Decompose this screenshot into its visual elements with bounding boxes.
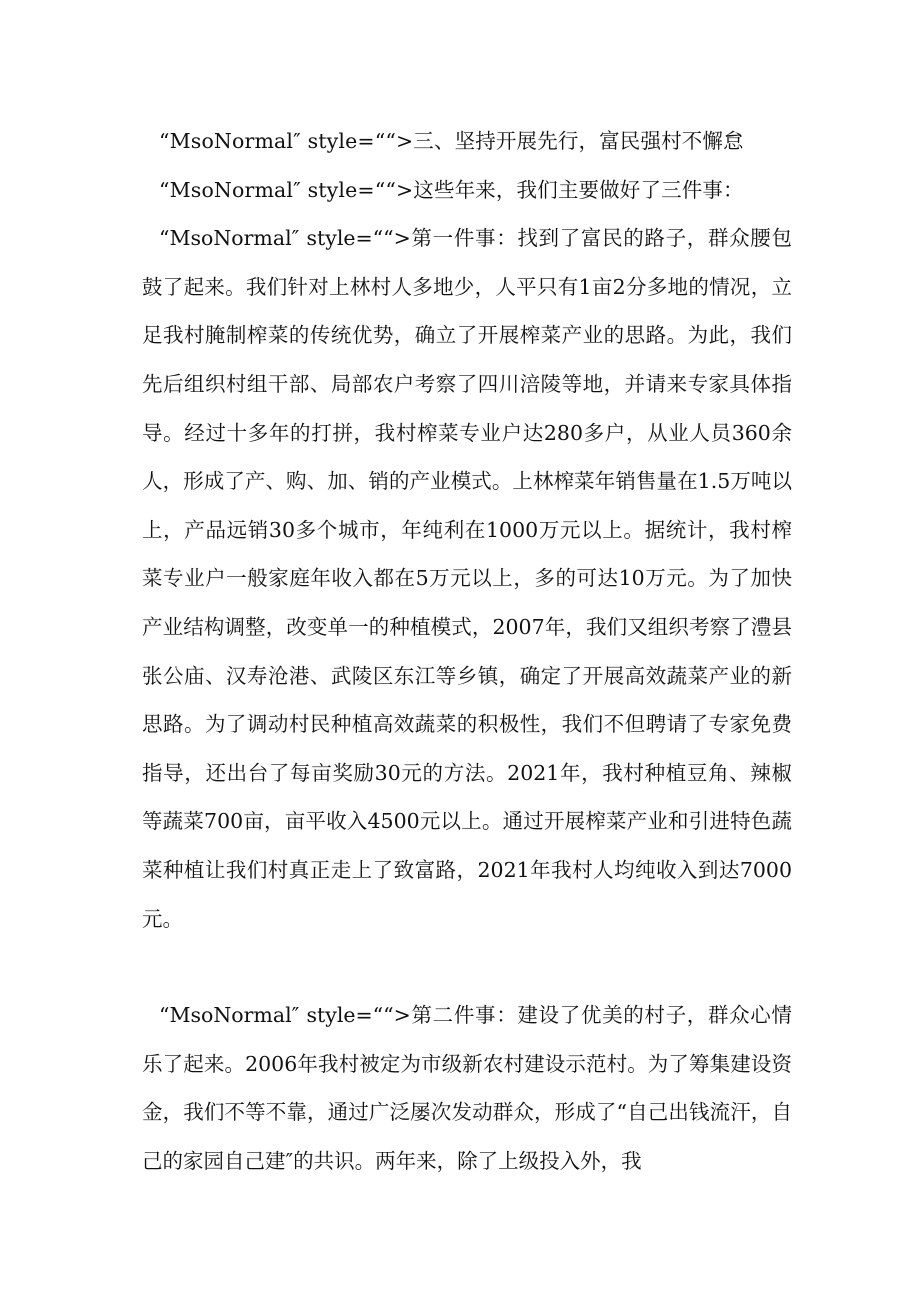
section-heading: “MsoNormal″ style=““>三、坚持开展先行，富民强村不懈怠 xyxy=(159,129,744,153)
document-body xyxy=(142,117,792,1185)
paragraph-spacer xyxy=(142,943,792,991)
intro-paragraph: “MsoNormal″ style=““>这些年来，我们主要做好了三件事： xyxy=(159,177,744,202)
paragraph-first-task: “MsoNormal″ style=““>第一件事：找到了富民的路子，群众腰包鼓了起来。我们针对上林村人多地少，人平只有1亩2分多地的情况，立足我村腌制榨菜的传统优势，确立了开展榨菜产业的思路。为此，我们先后组织村组干部、局部农户考察了四川涪陵等地，并请来专家具体指导。经过十多年的打拼，我村榨菜专业户达280多户，从业人员360余人，形成了产、购、加、销的产业模式。上林榨菜年销售量在1.5万吨以上，产品远销30多个城市，年纯利在1000万元以上。据统计，我村榨菜专业户一般家庭年收入都在5万元以上，多的可达10万元。为了加快产业结构调整，改变单一的种植模式，2007年，我们又组织考察了澧县张公庙、汉寿沧港、武陵区东江等乡镇，确定了开展高效蔬菜产业的新思路。为了调动村民种植高效蔬菜的积极性，我们不但聘请了专家免费指导，还出台了每亩奖励30元的方法。2021年，我村种植豆角、辣椒等蔬菜700亩，亩平收入4500元以上。通过开展榨菜产业和引进特色蔬菜种植让我们村真正走上了致富路，2021年我村人均纯收入到达7000元。 xyxy=(142,226,792,931)
paragraph-second-task: “MsoNormal″ style=““>第二件事：建设了优美的村子，群众心情乐了起来。2006年我村被定为市级新农村建设示范村。为了筹集建设资金，我们不等不靠，通过广泛屡次发动群众，形成了“自己出钱流汗，自己的家园自己建″的共识。两年来，除了上级投入外，我 xyxy=(142,1003,792,1173)
